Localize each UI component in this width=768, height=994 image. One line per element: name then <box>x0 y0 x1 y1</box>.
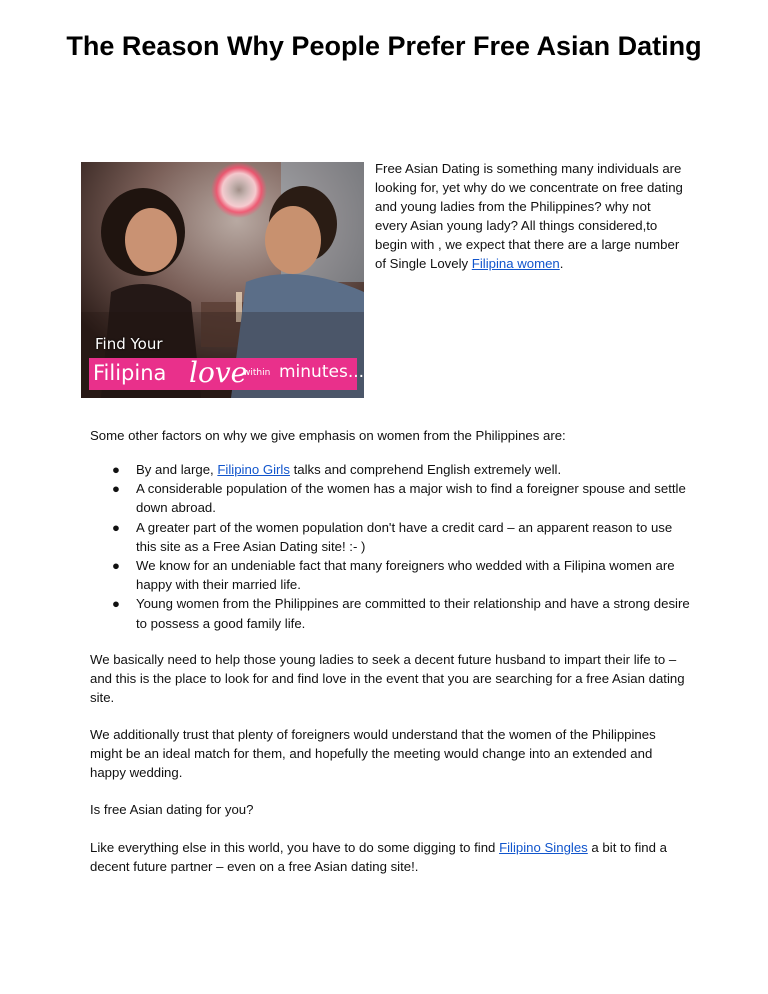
bullet-text: Young women from the Philippines are committed to their relationship and have a strong desire to possess a good family life. <box>136 596 690 631</box>
page-title: The Reason Why People Prefer Free Asian Dating <box>66 31 702 61</box>
list-item <box>90 518 690 556</box>
link-filipino-singles[interactable]: Filipino Singles <box>499 840 588 855</box>
bullet-icon: ● <box>112 596 120 612</box>
list-item <box>90 460 690 479</box>
link-filipino-girls[interactable]: Filipino Girls <box>217 462 290 477</box>
closing-text: Like everything else in this world, you have to do some digging to find <box>90 840 500 855</box>
bullet-text-after: talks and comprehend English extremely well. <box>289 462 562 477</box>
bullet-text: A considerable population of the women has a major wish to find a foreigner spouse and settle down abroad. <box>136 481 686 516</box>
bullet-icon: ● <box>112 481 120 497</box>
banner-love-text: love <box>189 356 248 389</box>
list-item <box>90 556 690 594</box>
link-filipina-women[interactable]: Filipina women <box>471 255 560 271</box>
bullet-icon: ● <box>112 519 120 535</box>
intro-paragraph <box>375 160 685 273</box>
banner-within-text: within <box>243 368 271 378</box>
factors-list <box>90 460 690 633</box>
intro-text: Free Asian Dating is something many individuals are looking for, yet why do we concentrate on free dating and young ladies from the Philippines? why not every Asian young lady? All things considered,to begin with , we expect that there are a large number of Single Lovely <box>375 161 683 271</box>
banner-filipina-text: Filipina <box>93 361 167 385</box>
paragraph-help-ladies: We basically need to help those young ladies to seek a decent future husband to impart their life to – and this is the place to look for and find love in the event that you are searching for a free Asian dating site. <box>90 652 685 706</box>
paragraph-question: Is free Asian dating for you? <box>90 802 254 817</box>
banner-minutes-text: minutes... <box>279 362 364 382</box>
photo-pink-banner <box>89 356 364 390</box>
photo-overlay-find-your: Find Your <box>95 335 163 353</box>
list-item <box>90 594 690 632</box>
intro-tail: . <box>559 255 564 271</box>
paragraph-foreigners: We additionally trust that plenty of foreigners would understand that the women of the Philippines might be an ideal match for them, and hopefully the meeting would change into an extended and happy wedding. <box>90 727 656 781</box>
paragraph-closing <box>90 838 690 876</box>
closing-text-after: a bit to find a decent future partner – even on a free Asian dating site!. <box>90 840 667 875</box>
bullet-text: By and large, <box>136 462 218 477</box>
bullet-text: We know for an undeniable fact that many foreigners who wedded with a Filipina women are happy with their married life. <box>136 558 675 593</box>
bullet-icon: ● <box>112 558 120 574</box>
list-item <box>90 479 690 517</box>
bullet-text: A greater part of the women population don't have a credit card – an apparent reason to use this site as a Free Asian Dating site! :- ) <box>136 519 673 554</box>
couple-photo <box>81 162 364 398</box>
bullet-icon: ● <box>112 462 120 477</box>
factors-intro-paragraph: Some other factors on why we give emphasis on women from the Philippines are: <box>90 428 566 443</box>
